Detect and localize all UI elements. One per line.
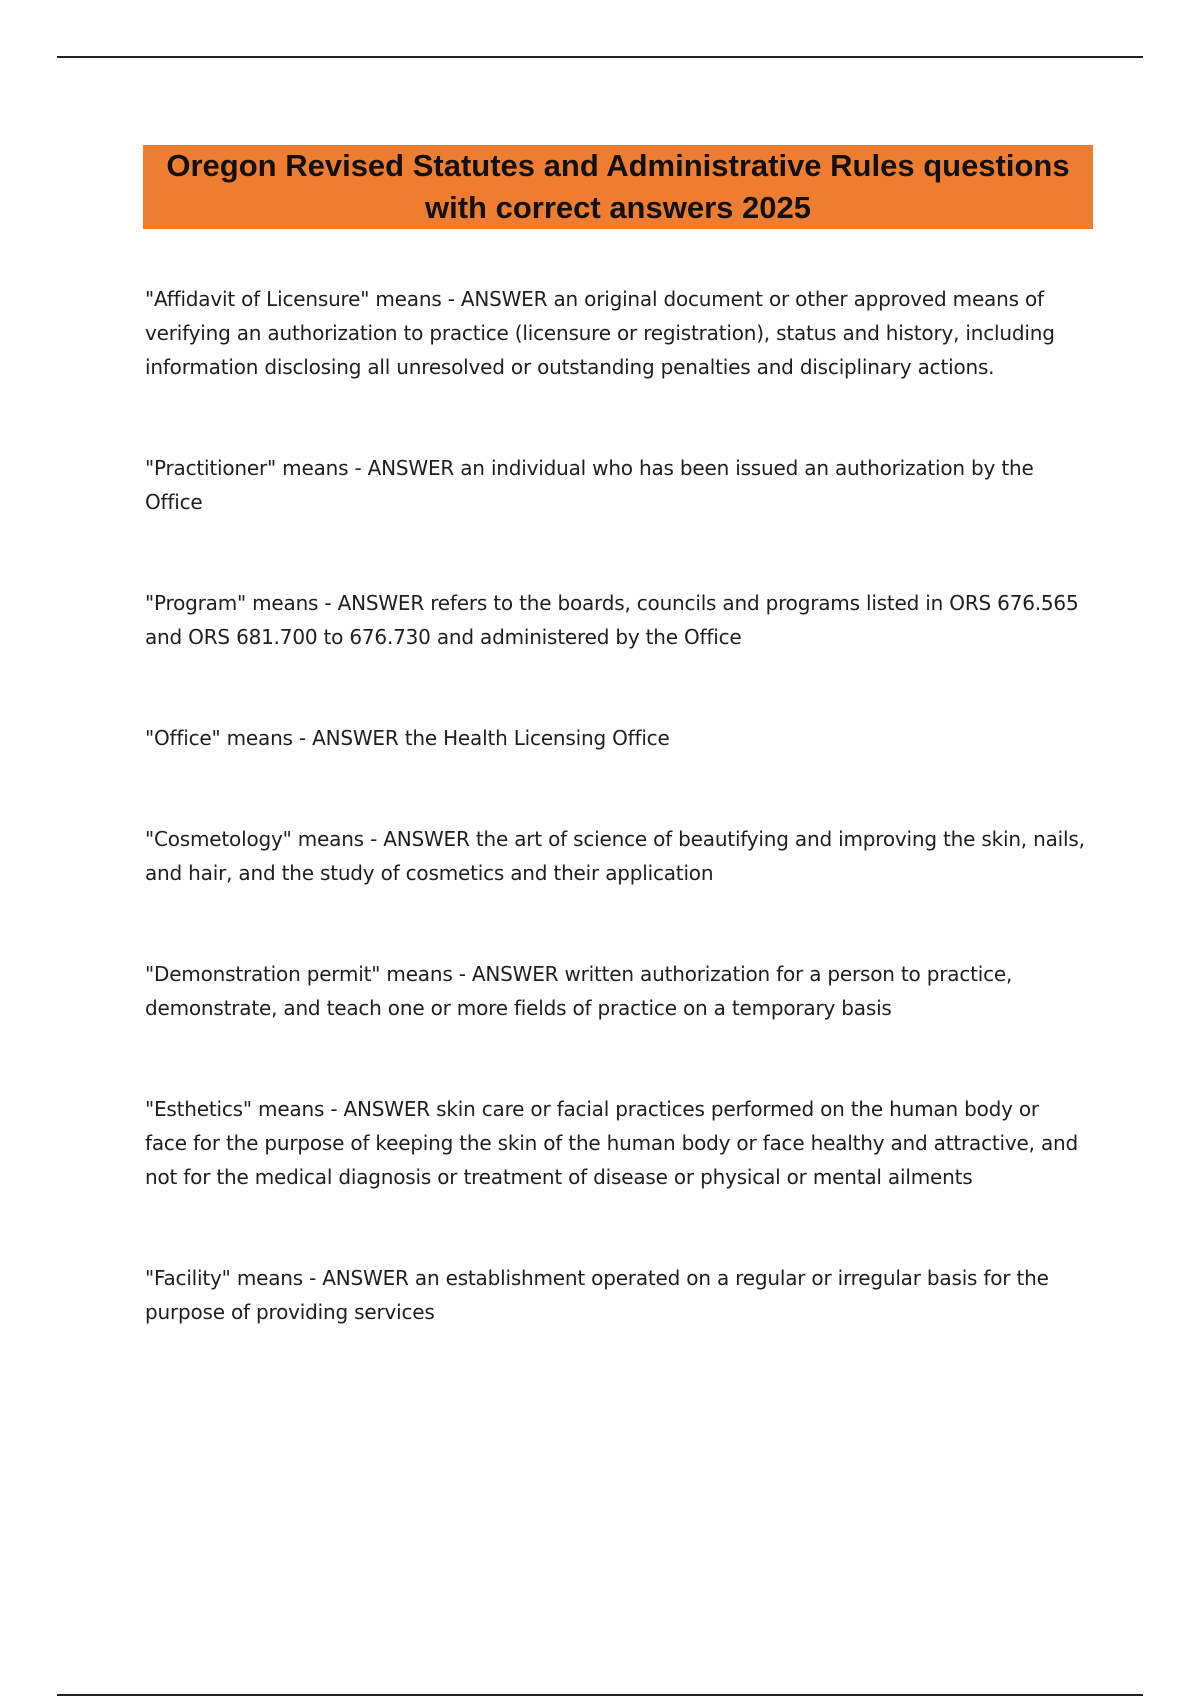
bottom-divider xyxy=(57,1694,1143,1696)
definition-demonstration-permit: "Demonstration permit" means - ANSWER written authorization for a person to practice, demonstrate, and teach one or more fields of practice on a temporary basis xyxy=(145,962,1013,1020)
definition-program: "Program" means - ANSWER refers to the boards, councils and programs listed in ORS 676.565 and ORS 681.700 to 676.730 and administered by the Office xyxy=(145,591,1079,649)
definition-cosmetology: "Cosmetology" means - ANSWER the art of science of beautifying and improving the skin, nails, and hair, and the study of cosmetics and their application xyxy=(145,827,1085,885)
document-title-line-2: with correct answers 2025 xyxy=(425,190,811,225)
definition-practitioner: "Practitioner" means - ANSWER an individual who has been issued an authorization by the Office xyxy=(145,456,1034,514)
top-divider xyxy=(57,56,1143,58)
definition-affidavit-of-licensure: "Affidavit of Licensure" means - ANSWER an original document or other approved means of verifying an authorization to practice (licensure or registration), status and history, including information disclosing all unresolved or outstanding penalties and disciplinary actions. xyxy=(145,287,1055,379)
definition-list xyxy=(145,282,1085,1329)
document-title-line-1: Oregon Revised Statutes and Administrative Rules questions xyxy=(166,148,1070,183)
definition-office: "Office" means - ANSWER the Health Licensing Office xyxy=(145,726,670,750)
title-banner xyxy=(143,145,1093,229)
definition-esthetics: "Esthetics" means - ANSWER skin care or facial practices performed on the human body or face for the purpose of keeping the skin of the human body or face healthy and attractive, and not for the medical diagnosis or treatment of disease or physical or mental ailments xyxy=(145,1097,1078,1189)
definition-facility: "Facility" means - ANSWER an establishment operated on a regular or irregular basis for the purpose of providing services xyxy=(145,1266,1049,1324)
